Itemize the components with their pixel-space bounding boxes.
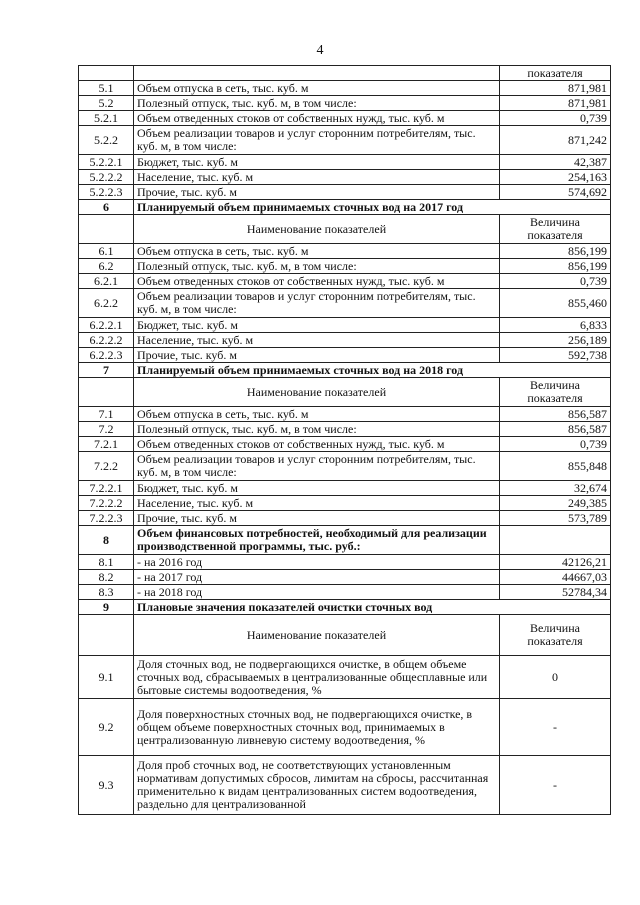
row-name: Объем отпуска в сеть, тыс. куб. м [134, 81, 500, 96]
section-title: Объем финансовых потребностей, необходимый для реализации производственной программы, тыс. руб.: [134, 526, 500, 555]
row-value: 871,981 [500, 96, 611, 111]
row-name: Объем реализации товаров и услуг сторонним потребителям, тыс. куб. м, в том числе: [134, 452, 500, 481]
row-value: 855,460 [500, 289, 611, 318]
row-name: Объем отпуска в сеть, тыс. куб. м [134, 407, 500, 422]
row-number: 5.2.2.1 [79, 155, 134, 170]
row-number: 6.2.2 [79, 289, 134, 318]
table-row [79, 348, 611, 363]
section-heading-row [79, 526, 611, 555]
row-name: Население, тыс. куб. м [134, 496, 500, 511]
table-row [79, 407, 611, 422]
row-number: 6.2 [79, 259, 134, 274]
row-name: Прочие, тыс. куб. м [134, 511, 500, 526]
row-number: 9.1 [79, 656, 134, 699]
row-value: 249,385 [500, 496, 611, 511]
row-number: 6.2.2.3 [79, 348, 134, 363]
row-name: Полезный отпуск, тыс. куб. м, в том числе: [134, 96, 500, 111]
row-value: 856,199 [500, 259, 611, 274]
column-header-value: Величина показателя [500, 215, 611, 244]
row-number: 7.2.2.1 [79, 481, 134, 496]
row-value: - [500, 699, 611, 756]
table-row [79, 555, 611, 570]
row-name: Прочие, тыс. куб. м [134, 348, 500, 363]
section-title: Плановые значения показателей очистки сточных вод [134, 600, 611, 615]
column-header-row [79, 378, 611, 407]
row-name: Объем отведенных стоков от собственных нужд, тыс. куб. м [134, 274, 500, 289]
row-value: 0,739 [500, 111, 611, 126]
section-number: 6 [79, 200, 134, 215]
row-name: - на 2016 год [134, 555, 500, 570]
row-number: 7.2.2 [79, 452, 134, 481]
row-number: 6.1 [79, 244, 134, 259]
row-value: 0,739 [500, 274, 611, 289]
row-name: Население, тыс. куб. м [134, 170, 500, 185]
row-number: 7.1 [79, 407, 134, 422]
row-value: 42126,21 [500, 555, 611, 570]
section-number: 7 [79, 363, 134, 378]
row-name: - на 2018 год [134, 585, 500, 600]
table-row [79, 318, 611, 333]
row-name: Население, тыс. куб. м [134, 333, 500, 348]
row-value: 256,189 [500, 333, 611, 348]
table-row [79, 452, 611, 481]
column-header-name: Наименование показателей [134, 215, 500, 244]
row-value: - [500, 756, 611, 815]
column-header-name: Наименование показателей [134, 378, 500, 407]
indicators-table [78, 65, 611, 815]
row-name: Полезный отпуск, тыс. куб. м, в том числе: [134, 422, 500, 437]
row-number: 6.2.2.2 [79, 333, 134, 348]
row-name: Объем отпуска в сеть, тыс. куб. м [134, 244, 500, 259]
row-number: 7.2.2.3 [79, 511, 134, 526]
section-heading-row [79, 600, 611, 615]
table-row [79, 437, 611, 452]
row-name: Доля сточных вод, не подвергающихся очистке, в общем объеме сточных вод, сбрасываемых в централизованные общесплавные или бытовые системы водоотведения, % [134, 656, 500, 699]
table-row [79, 570, 611, 585]
row-name: Полезный отпуск, тыс. куб. м, в том числе: [134, 259, 500, 274]
table-row [79, 333, 611, 348]
row-value: 871,981 [500, 81, 611, 96]
row-name: Объем отведенных стоков от собственных нужд, тыс. куб. м [134, 437, 500, 452]
row-number: 5.2.2 [79, 126, 134, 155]
row-number: 5.2.2.3 [79, 185, 134, 200]
section-heading-row [79, 363, 611, 378]
row-number: 9.2 [79, 699, 134, 756]
row-name: Бюджет, тыс. куб. м [134, 318, 500, 333]
section-title: Планируемый объем принимаемых сточных вод на 2017 год [134, 200, 611, 215]
table-row [79, 656, 611, 699]
table-row [79, 422, 611, 437]
column-header-value: Величина показателя [500, 615, 611, 656]
row-number: 6.2.1 [79, 274, 134, 289]
table-row [79, 126, 611, 155]
row-value: 254,163 [500, 170, 611, 185]
row-number: 7.2 [79, 422, 134, 437]
table-row [79, 81, 611, 96]
table-row [79, 289, 611, 318]
row-value: 856,587 [500, 407, 611, 422]
row-value: 592,738 [500, 348, 611, 363]
row-name: Объем реализации товаров и услуг сторонним потребителям, тыс. куб. м, в том числе: [134, 126, 500, 155]
table-row [79, 96, 611, 111]
table-row [79, 274, 611, 289]
table-row [79, 699, 611, 756]
table-row [79, 496, 611, 511]
table-row [79, 66, 611, 81]
row-number: 5.2.1 [79, 111, 134, 126]
row-number: 5.2 [79, 96, 134, 111]
row-number: 5.2.2.2 [79, 170, 134, 185]
row-value: 573,789 [500, 511, 611, 526]
row-name: Доля проб сточных вод, не соответствующих установленным нормативам допустимых сбросов, лимитам на сбросы, рассчитанная применительно к видам централизованных систем водоотведения, раздельно для централизованной [134, 756, 500, 815]
page-number: 4 [316, 43, 324, 58]
table-row [79, 155, 611, 170]
row-number: 5.1 [79, 81, 134, 96]
row-value: 6,833 [500, 318, 611, 333]
section-heading-row [79, 200, 611, 215]
row-value: 871,242 [500, 126, 611, 155]
row-number: 7.2.2.2 [79, 496, 134, 511]
row-value: 574,692 [500, 185, 611, 200]
section-title: Планируемый объем принимаемых сточных вод на 2018 год [134, 363, 611, 378]
section-number: 8 [79, 526, 134, 555]
row-value: 52784,34 [500, 585, 611, 600]
row-value: 32,674 [500, 481, 611, 496]
row-name: Объем реализации товаров и услуг сторонним потребителям, тыс. куб. м, в том числе: [134, 289, 500, 318]
table-row [79, 481, 611, 496]
column-header-row [79, 215, 611, 244]
row-value: 856,587 [500, 422, 611, 437]
table-row [79, 511, 611, 526]
row-value: 42,387 [500, 155, 611, 170]
row-name: - на 2017 год [134, 570, 500, 585]
column-header-row [79, 615, 611, 656]
row-number: 8.3 [79, 585, 134, 600]
row-value: 855,848 [500, 452, 611, 481]
table-row [79, 585, 611, 600]
row-number: 8.2 [79, 570, 134, 585]
row-value: 0,739 [500, 437, 611, 452]
column-header-value: показателя [500, 66, 611, 81]
row-name: Бюджет, тыс. куб. м [134, 481, 500, 496]
table-row [79, 244, 611, 259]
row-name: Бюджет, тыс. куб. м [134, 155, 500, 170]
row-value: 44667,03 [500, 570, 611, 585]
table-row [79, 259, 611, 274]
row-value: 856,199 [500, 244, 611, 259]
row-name: Объем отведенных стоков от собственных нужд, тыс. куб. м [134, 111, 500, 126]
row-number: 8.1 [79, 555, 134, 570]
table-row [79, 111, 611, 126]
row-number: 6.2.2.1 [79, 318, 134, 333]
column-header-value: Величина показателя [500, 378, 611, 407]
table-row [79, 185, 611, 200]
column-header-name: Наименование показателей [134, 615, 500, 656]
row-name: Доля поверхностных сточных вод, не подвергающихся очистке, в общем объеме поверхностных сточных вод, принимаемых в централизованную ливневую систему водоотведения, % [134, 699, 500, 756]
table-row [79, 756, 611, 815]
section-number: 9 [79, 600, 134, 615]
row-number: 9.3 [79, 756, 134, 815]
row-number: 7.2.1 [79, 437, 134, 452]
row-name: Прочие, тыс. куб. м [134, 185, 500, 200]
table-row [79, 170, 611, 185]
row-value: 0 [500, 656, 611, 699]
